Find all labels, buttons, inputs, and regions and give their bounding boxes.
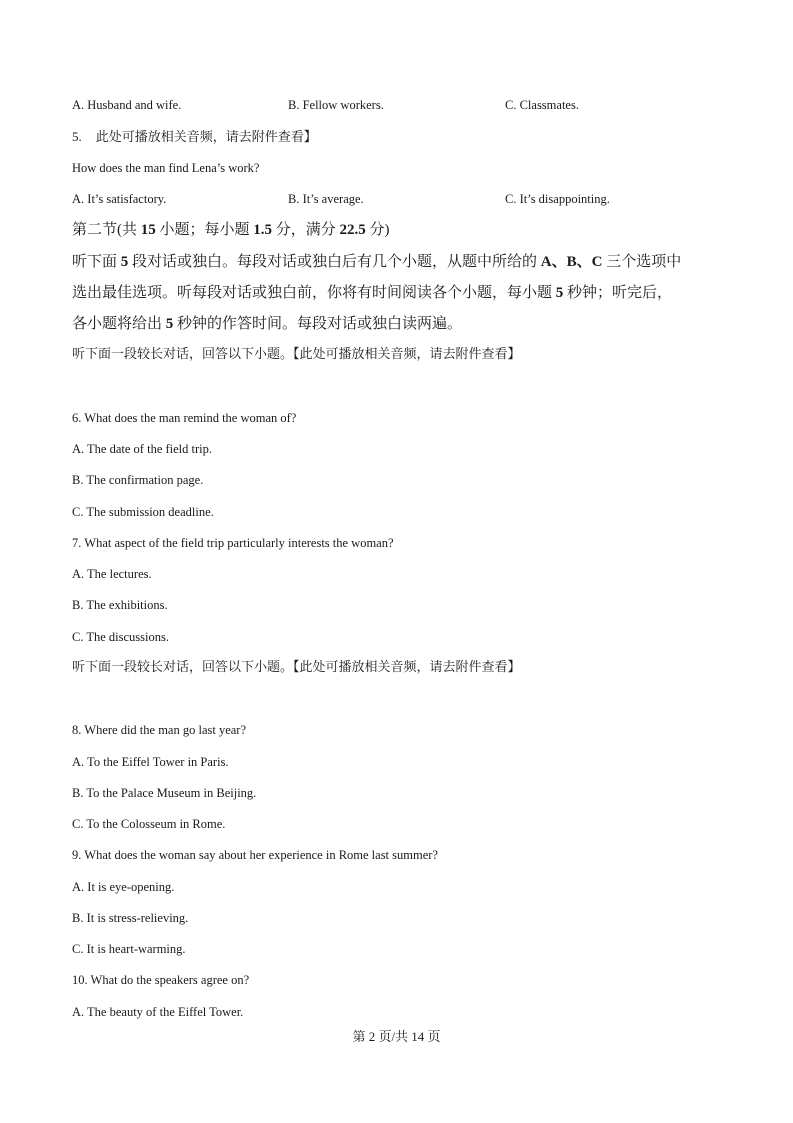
- q5-audio-line: [72, 129, 317, 145]
- q6-option-a: A. The date of the field trip.: [72, 442, 213, 456]
- q4-option-a: A. Husband and wife.: [72, 98, 182, 112]
- q9-question: 9. What does the woman say about her experience in Rome last summer?: [72, 848, 438, 862]
- q8-option-b: B. To the Palace Museum in Beijing.: [72, 786, 257, 800]
- intro-text: 三个选项中: [602, 254, 682, 270]
- section2-intro-line2: [72, 283, 672, 303]
- intro-number: 5: [555, 285, 564, 301]
- heading-text: 小题；每小题: [155, 222, 254, 238]
- intro-text: 听下面: [72, 254, 121, 270]
- q6-option-b: B. The confirmation page.: [72, 473, 204, 487]
- q7-option-b: B. The exhibitions.: [72, 598, 168, 612]
- intro-text: 秒钟；听完后，: [563, 285, 673, 301]
- q8-option-a: A. To the Eiffel Tower in Paris.: [72, 755, 229, 769]
- q10-option-a: A. The beauty of the Eiffel Tower.: [72, 1005, 244, 1019]
- intro-text: 选出最佳选项。听每段对话或独白前，你将有时间阅读各个小题，每小题: [72, 285, 556, 301]
- section2-intro-line3: [72, 314, 462, 334]
- q5-number: 5.: [72, 129, 82, 144]
- q5-audio-note: 此处可播放相关音频，请去附件查看】: [95, 129, 317, 144]
- page-footer: 第 2 页/共 14 页: [352, 1029, 441, 1044]
- intro-text: 秒钟的作答时间。每段对话或独白读两遍。: [173, 316, 463, 332]
- section2-intro-line1: [72, 252, 681, 272]
- q8-question: 8. Where did the man go last year?: [72, 723, 247, 737]
- intro-number: 5: [165, 316, 174, 332]
- intro-letters: A、B、C: [540, 254, 603, 270]
- intro-number: 5: [120, 254, 129, 270]
- intro-text: 段对话或独白。每段对话或独白后有几个小题，从题中所给的: [128, 254, 541, 270]
- section2-heading: [72, 220, 390, 240]
- q7-option-a: A. The lectures.: [72, 567, 152, 581]
- q9-option-b: B. It is stress-relieving.: [72, 911, 189, 925]
- dialog-instruction-1: 听下面一段较长对话，回答以下小题。【此处可播放相关音频，请去附件查看】: [72, 346, 521, 361]
- q4-option-c: C. Classmates.: [505, 98, 579, 112]
- q5-question: How does the man find Lena’s work?: [72, 161, 260, 175]
- q9-option-c: C. It is heart-warming.: [72, 942, 186, 956]
- q5-option-c: C. It’s disappointing.: [505, 192, 610, 206]
- dialog-instruction-2: 听下面一段较长对话，回答以下小题。【此处可播放相关音频，请去附件查看】: [72, 659, 521, 674]
- heading-text: 分，满分: [272, 222, 340, 238]
- q4-option-b: B. Fellow workers.: [288, 98, 384, 112]
- q7-question: 7. What aspect of the field trip particularly interests the woman?: [72, 536, 394, 550]
- q10-question: 10. What do the speakers agree on?: [72, 973, 250, 987]
- q5-option-b: B. It’s average.: [288, 192, 364, 206]
- q5-option-a: A. It’s satisfactory.: [72, 192, 167, 206]
- q9-option-a: A. It is eye-opening.: [72, 880, 175, 894]
- intro-text: 各小题将给出: [72, 316, 166, 332]
- heading-number: 1.5: [253, 222, 273, 238]
- heading-text: 第二节(共: [72, 222, 141, 238]
- q6-question: 6. What does the man remind the woman of?: [72, 411, 297, 425]
- q6-option-c: C. The submission deadline.: [72, 505, 214, 519]
- q7-option-c: C. The discussions.: [72, 630, 169, 644]
- heading-number: 22.5: [339, 222, 366, 238]
- q8-option-c: C. To the Colosseum in Rome.: [72, 817, 226, 831]
- heading-text: 分): [365, 222, 390, 238]
- heading-number: 15: [140, 222, 156, 238]
